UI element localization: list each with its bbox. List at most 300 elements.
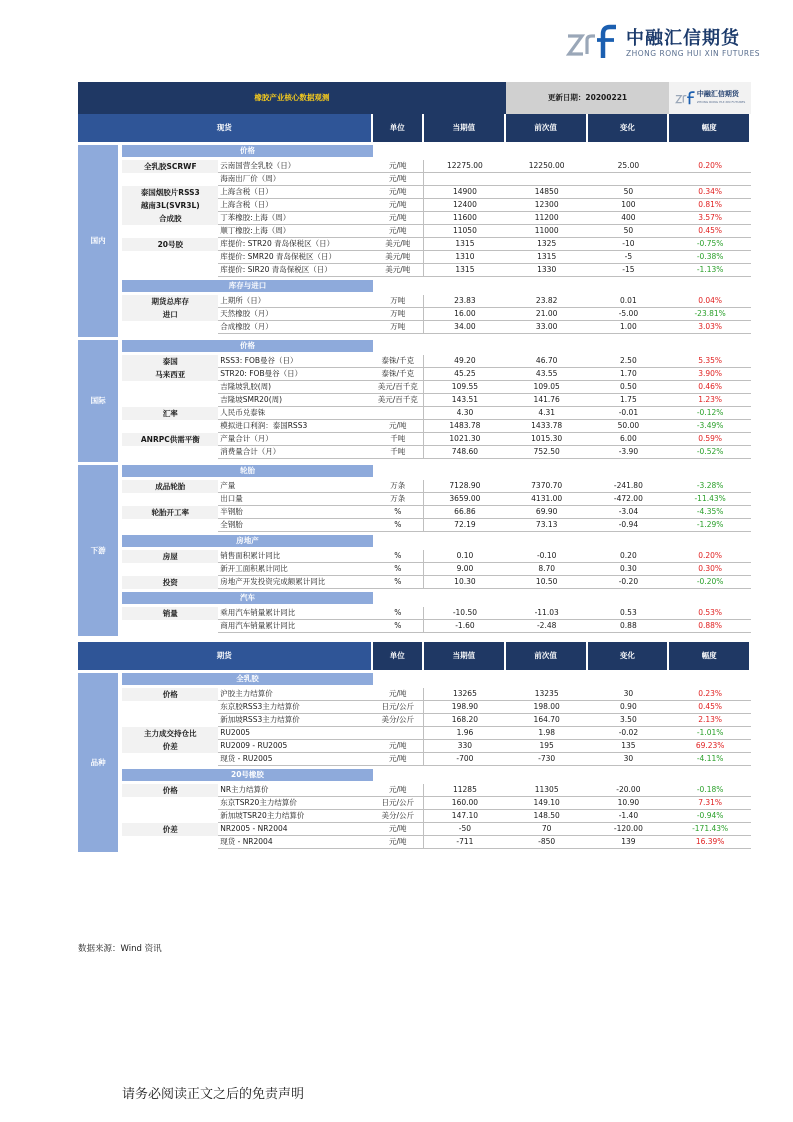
- futures-header-row: [78, 642, 751, 670]
- small-logo-cn: 中融汇信期货: [696, 90, 739, 98]
- row-unit: 千吨: [373, 446, 424, 459]
- row-unit: %: [373, 506, 424, 519]
- row-change: -1.40: [588, 810, 670, 823]
- subsection-stock-import: 库存与进口: [122, 280, 372, 292]
- row-current: 49.20: [424, 355, 506, 368]
- row-description: 新加坡TSR20主力结算价: [218, 810, 372, 823]
- row-current: 72.19: [424, 519, 506, 532]
- row-current: -50: [424, 823, 506, 836]
- row-unit: 日元/公斤: [373, 797, 424, 810]
- subsection-row: [78, 340, 751, 352]
- row-description: 人民币兑泰铢: [218, 407, 372, 420]
- row-pct: -0.75%: [669, 238, 751, 251]
- row-name: [122, 493, 218, 506]
- row-previous: 109.05: [506, 381, 588, 394]
- row-name: 越南3L(SVR3L): [122, 199, 218, 212]
- row-name: 价差: [122, 823, 218, 836]
- row-description: 半钢胎: [218, 506, 372, 519]
- row-description: 房地产开发投资完成额累计同比: [218, 576, 372, 589]
- row-name: [122, 446, 218, 459]
- row-pct: 0.30%: [669, 563, 751, 576]
- row-name: [122, 394, 218, 407]
- row-name: [122, 836, 218, 849]
- row-name: 轮胎开工率: [122, 506, 218, 519]
- row-name: 汇率: [122, 407, 218, 420]
- row-unit: 万条: [373, 480, 424, 493]
- rubber-data-table: [78, 82, 751, 852]
- row-description: 现货 - RU2005: [218, 753, 372, 766]
- row-current: -10.50: [424, 607, 506, 620]
- row-change: -0.20: [588, 576, 670, 589]
- row-unit: %: [373, 519, 424, 532]
- row-change: 3.50: [588, 714, 670, 727]
- row-pct: -1.13%: [669, 264, 751, 277]
- row-description: 沪胶主力结算价: [218, 688, 372, 701]
- row-current: 10.30: [424, 576, 506, 589]
- row-change: -15: [588, 264, 670, 277]
- category-domestic: 国内: [78, 145, 118, 337]
- row-current: 330: [424, 740, 506, 753]
- row-current: -1.60: [424, 620, 506, 633]
- row-previous: 14850: [506, 186, 588, 199]
- row-pct: -11.43%: [669, 493, 751, 506]
- table-row: [78, 576, 751, 589]
- row-change: 6.00: [588, 433, 670, 446]
- row-pct: -171.43%: [669, 823, 751, 836]
- row-unit: 万吨: [373, 295, 424, 308]
- row-change: 30: [588, 688, 670, 701]
- row-previous: 1325: [506, 238, 588, 251]
- row-change: -0.02: [588, 727, 670, 740]
- row-unit: 美元/吨: [373, 264, 424, 277]
- row-change: -120.00: [588, 823, 670, 836]
- futures-section-title: 期货: [78, 642, 373, 670]
- subsection-fill: [373, 673, 751, 685]
- row-previous: 11200: [506, 212, 588, 225]
- row-previous: 149.10: [506, 797, 588, 810]
- category-futures: 品种: [78, 673, 118, 852]
- row-previous: 46.70: [506, 355, 588, 368]
- row-previous: 12300: [506, 199, 588, 212]
- table-row: [78, 784, 751, 797]
- subsection-nr20: 20号橡胶: [122, 769, 372, 781]
- row-current: 45.25: [424, 368, 506, 381]
- row-change: 1.75: [588, 394, 670, 407]
- row-previous: 198.00: [506, 701, 588, 714]
- row-previous: 1433.78: [506, 420, 588, 433]
- row-pct: 3.90%: [669, 368, 751, 381]
- col-current-futures: 当期值: [424, 642, 506, 670]
- row-name: [122, 420, 218, 433]
- row-description: RU2005: [218, 727, 372, 740]
- row-unit: 元/吨: [373, 160, 424, 173]
- row-previous: -2.48: [506, 620, 588, 633]
- row-pct: 2.13%: [669, 714, 751, 727]
- spot-header-row: [78, 114, 751, 142]
- row-change: 50: [588, 186, 670, 199]
- spacer-cell: [118, 849, 751, 852]
- col-unit: 单位: [373, 114, 424, 142]
- row-description: 全钢胎: [218, 519, 372, 532]
- row-unit: 元/吨: [373, 225, 424, 238]
- row-change: 50.00: [588, 420, 670, 433]
- row-previous: 70: [506, 823, 588, 836]
- subsection-fill: [373, 535, 751, 547]
- row-pct: 16.39%: [669, 836, 751, 849]
- row-pct: -1.01%: [669, 727, 751, 740]
- row-previous: 73.13: [506, 519, 588, 532]
- row-previous: 11000: [506, 225, 588, 238]
- subsection-row: [78, 280, 751, 292]
- row-unit: 泰铢/千克: [373, 368, 424, 381]
- row-pct: -0.52%: [669, 446, 751, 459]
- subsection-row: [78, 535, 751, 547]
- col-change-futures: 变化: [588, 642, 670, 670]
- row-unit: 元/吨: [373, 688, 424, 701]
- subsection-domestic-price: 价格: [122, 145, 372, 157]
- row-unit: %: [373, 576, 424, 589]
- table-row: [78, 251, 751, 264]
- row-current: 16.00: [424, 308, 506, 321]
- row-current: 1483.78: [424, 420, 506, 433]
- row-description: 库提价: SMR20 青岛保税区（日）: [218, 251, 372, 264]
- row-name: 合成胶: [122, 212, 218, 225]
- row-previous: 10.50: [506, 576, 588, 589]
- row-current: [424, 173, 506, 186]
- table-row: [78, 407, 751, 420]
- row-pct: -23.81%: [669, 308, 751, 321]
- row-pct: -0.18%: [669, 784, 751, 797]
- table-row: [78, 823, 751, 836]
- row-description: 顺丁橡胶:上海（周）: [218, 225, 372, 238]
- table-row: [78, 446, 751, 459]
- row-unit: 元/吨: [373, 212, 424, 225]
- row-name: 投资: [122, 576, 218, 589]
- row-unit: 元/吨: [373, 740, 424, 753]
- row-unit: 元/吨: [373, 199, 424, 212]
- row-previous: 1015.30: [506, 433, 588, 446]
- subsection-fill: [373, 280, 751, 292]
- row-name: [122, 810, 218, 823]
- row-previous: 13235: [506, 688, 588, 701]
- row-description: 新加坡RSS3主力结算价: [218, 714, 372, 727]
- row-name: 成品轮胎: [122, 480, 218, 493]
- row-unit: 千吨: [373, 433, 424, 446]
- row-previous: -850: [506, 836, 588, 849]
- row-description: 东京TSR20主力结算价: [218, 797, 372, 810]
- row-description: 海南出厂价（周）: [218, 173, 372, 186]
- table-row: [78, 238, 751, 251]
- row-current: 14900: [424, 186, 506, 199]
- row-description: 上期所（日）: [218, 295, 372, 308]
- row-current: 11050: [424, 225, 506, 238]
- subsection-row: [78, 145, 751, 157]
- table-row: [78, 810, 751, 823]
- table-row: [78, 225, 751, 238]
- table-row: [78, 186, 751, 199]
- row-current: -700: [424, 753, 506, 766]
- row-change: 10.90: [588, 797, 670, 810]
- spacer-row: [78, 849, 751, 852]
- row-change: 1.70: [588, 368, 670, 381]
- row-pct: -4.35%: [669, 506, 751, 519]
- row-change: -472.00: [588, 493, 670, 506]
- row-pct: -3.28%: [669, 480, 751, 493]
- row-current: 168.20: [424, 714, 506, 727]
- table-row: [78, 550, 751, 563]
- row-pct: 3.57%: [669, 212, 751, 225]
- table-row: [78, 714, 751, 727]
- row-previous: -0.10: [506, 550, 588, 563]
- row-change: 0.90: [588, 701, 670, 714]
- row-current: 12400: [424, 199, 506, 212]
- title-row: [78, 82, 751, 114]
- row-name: [122, 701, 218, 714]
- company-logo: [566, 20, 776, 64]
- row-name: 泰国: [122, 355, 218, 368]
- row-unit: 万吨: [373, 321, 424, 334]
- row-name: 主力成交持仓比: [122, 727, 218, 740]
- data-source: 数据来源：Wind 资讯: [78, 944, 162, 954]
- row-change: -5: [588, 251, 670, 264]
- row-name: 价差: [122, 740, 218, 753]
- subsection-fill: [373, 769, 751, 781]
- table-row: [78, 493, 751, 506]
- table-row: [78, 160, 751, 173]
- zrf-logo-icon: [566, 24, 622, 60]
- row-name: 马来西亚: [122, 368, 218, 381]
- row-name: [122, 797, 218, 810]
- small-logo-en: ZHONG RONG HUI XIN FUTURES: [696, 100, 746, 104]
- row-previous: 4.31: [506, 407, 588, 420]
- table-row: [78, 355, 751, 368]
- row-current: 1310: [424, 251, 506, 264]
- row-name: 期货总库存: [122, 295, 218, 308]
- row-previous: -11.03: [506, 607, 588, 620]
- row-current: 109.55: [424, 381, 506, 394]
- row-change: 0.01: [588, 295, 670, 308]
- row-pct: 0.20%: [669, 550, 751, 563]
- row-description: RU2009 - RU2005: [218, 740, 372, 753]
- row-description: 模拟进口利润：泰国RSS3: [218, 420, 372, 433]
- row-previous: 23.82: [506, 295, 588, 308]
- row-unit: 美分/公斤: [373, 714, 424, 727]
- category-downstream: 下游: [78, 465, 118, 636]
- row-unit: 美元/百千克: [373, 394, 424, 407]
- table-row: [78, 394, 751, 407]
- row-change: 139: [588, 836, 670, 849]
- table-row: [78, 727, 751, 740]
- subsection-international-price: 价格: [122, 340, 372, 352]
- table-row: [78, 701, 751, 714]
- row-name: [122, 563, 218, 576]
- row-current: 143.51: [424, 394, 506, 407]
- row-change: 30: [588, 753, 670, 766]
- row-previous: -730: [506, 753, 588, 766]
- col-change: 变化: [588, 114, 670, 142]
- row-current: 13265: [424, 688, 506, 701]
- row-description: 销售面积累计同比: [218, 550, 372, 563]
- row-unit: [373, 727, 424, 740]
- col-pct-futures: 幅度: [669, 642, 751, 670]
- row-pct: 0.45%: [669, 701, 751, 714]
- row-description: 出口量: [218, 493, 372, 506]
- row-unit: 元/吨: [373, 823, 424, 836]
- subsection-row: [78, 592, 751, 604]
- row-pct: [669, 173, 751, 186]
- row-name: 全乳胶SCRWF: [122, 160, 218, 173]
- table-body: [78, 82, 751, 852]
- row-unit: %: [373, 620, 424, 633]
- row-unit: 元/吨: [373, 186, 424, 199]
- row-description: NR主力结算价: [218, 784, 372, 797]
- table-row: [78, 308, 751, 321]
- row-unit: 美元/吨: [373, 238, 424, 251]
- row-change: -0.01: [588, 407, 670, 420]
- row-name: 进口: [122, 308, 218, 321]
- table-row: [78, 836, 751, 849]
- row-current: 34.00: [424, 321, 506, 334]
- row-description: 合成橡胶（月）: [218, 321, 372, 334]
- row-unit: 美元/百千克: [373, 381, 424, 394]
- row-pct: 0.04%: [669, 295, 751, 308]
- table-row: [78, 264, 751, 277]
- subsection-auto: 汽车: [122, 592, 372, 604]
- row-description: 上海含税（日）: [218, 186, 372, 199]
- row-pct: -0.94%: [669, 810, 751, 823]
- row-previous: 1.98: [506, 727, 588, 740]
- row-change: 0.30: [588, 563, 670, 576]
- col-unit-futures: 单位: [373, 642, 424, 670]
- report-title: 橡胶产业核心数据观测: [78, 82, 506, 114]
- row-change: 25.00: [588, 160, 670, 173]
- row-change: 0.53: [588, 607, 670, 620]
- row-current: 4.30: [424, 407, 506, 420]
- row-change: -20.00: [588, 784, 670, 797]
- row-change: 50: [588, 225, 670, 238]
- row-current: 11285: [424, 784, 506, 797]
- table-row: [78, 295, 751, 308]
- table-row: [78, 563, 751, 576]
- table-row: [78, 506, 751, 519]
- row-description: 产量: [218, 480, 372, 493]
- row-description: 乘用汽车销量累计同比: [218, 607, 372, 620]
- row-change: -3.04: [588, 506, 670, 519]
- row-pct: -0.12%: [669, 407, 751, 420]
- col-previous: 前次值: [506, 114, 588, 142]
- row-name: 价格: [122, 784, 218, 797]
- row-description: 新开工面积累计同比: [218, 563, 372, 576]
- row-description: 商用汽车销量累计同比: [218, 620, 372, 633]
- row-current: 160.00: [424, 797, 506, 810]
- row-previous: 21.00: [506, 308, 588, 321]
- row-pct: -0.38%: [669, 251, 751, 264]
- row-name: [122, 264, 218, 277]
- row-previous: 8.70: [506, 563, 588, 576]
- zrf-small-logo-icon: [675, 91, 697, 105]
- row-name: [122, 251, 218, 264]
- row-unit: 泰铢/千克: [373, 355, 424, 368]
- table-row: [78, 173, 751, 186]
- row-current: 147.10: [424, 810, 506, 823]
- row-change: -10: [588, 238, 670, 251]
- table-row: [78, 199, 751, 212]
- row-description: 吉隆坡SMR20(周): [218, 394, 372, 407]
- row-pct: 1.23%: [669, 394, 751, 407]
- row-name: 泰国烟胶片RSS3: [122, 186, 218, 199]
- row-current: 9.00: [424, 563, 506, 576]
- row-name: [122, 381, 218, 394]
- row-description: 天然橡胶（月）: [218, 308, 372, 321]
- row-change: 2.50: [588, 355, 670, 368]
- row-previous: 7370.70: [506, 480, 588, 493]
- row-current: 198.90: [424, 701, 506, 714]
- row-previous: 43.55: [506, 368, 588, 381]
- row-previous: 11305: [506, 784, 588, 797]
- row-current: 1.96: [424, 727, 506, 740]
- row-pct: 0.81%: [669, 199, 751, 212]
- row-pct: 5.35%: [669, 355, 751, 368]
- table-row: [78, 607, 751, 620]
- row-pct: -3.49%: [669, 420, 751, 433]
- row-unit: 日元/公斤: [373, 701, 424, 714]
- row-unit: 元/吨: [373, 173, 424, 186]
- row-name: 20号胶: [122, 238, 218, 251]
- row-unit: [373, 407, 424, 420]
- row-pct: 0.23%: [669, 688, 751, 701]
- row-current: 1315: [424, 238, 506, 251]
- row-pct: 69.23%: [669, 740, 751, 753]
- row-current: 1021.30: [424, 433, 506, 446]
- row-current: 3659.00: [424, 493, 506, 506]
- brand-name-en: ZHONG RONG HUI XIN FUTURES: [626, 49, 761, 58]
- row-unit: %: [373, 550, 424, 563]
- row-pct: -4.11%: [669, 753, 751, 766]
- row-change: 400: [588, 212, 670, 225]
- row-pct: 0.34%: [669, 186, 751, 199]
- row-unit: 元/吨: [373, 420, 424, 433]
- subsection-row: [78, 465, 751, 477]
- row-name: [122, 620, 218, 633]
- row-pct: -0.20%: [669, 576, 751, 589]
- row-unit: 元/吨: [373, 784, 424, 797]
- subsection-fill: [373, 592, 751, 604]
- row-current: 12275.00: [424, 160, 506, 173]
- row-unit: 元/吨: [373, 836, 424, 849]
- row-description: 现货 - NR2004: [218, 836, 372, 849]
- row-previous: 148.50: [506, 810, 588, 823]
- row-name: 房屋: [122, 550, 218, 563]
- row-unit: 美分/公斤: [373, 810, 424, 823]
- row-current: -711: [424, 836, 506, 849]
- row-current: 7128.90: [424, 480, 506, 493]
- row-previous: 1330: [506, 264, 588, 277]
- row-pct: 3.03%: [669, 321, 751, 334]
- table-row: [78, 688, 751, 701]
- row-description: 消费量合计（月）: [218, 446, 372, 459]
- subsection-fill: [373, 145, 751, 157]
- row-current: 0.10: [424, 550, 506, 563]
- row-description: 库提价: STR20 青岛保税区（日）: [218, 238, 372, 251]
- row-previous: 33.00: [506, 321, 588, 334]
- table-row: [78, 368, 751, 381]
- row-unit: 万吨: [373, 308, 424, 321]
- subsection-row: [78, 769, 751, 781]
- row-name: [122, 714, 218, 727]
- row-change: 135: [588, 740, 670, 753]
- table-row: [78, 433, 751, 446]
- row-name: [122, 173, 218, 186]
